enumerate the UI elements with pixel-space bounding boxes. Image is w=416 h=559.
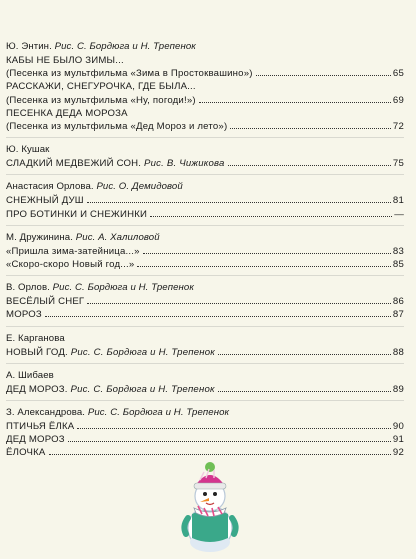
entry-title: ПРО БОТИНКИ И СНЕЖИНКИ [6,208,148,220]
dot-leader [143,253,391,254]
dot-leader [45,316,391,317]
dot-leader [199,102,391,103]
page-number: 69 [392,94,404,106]
toc-entry-row[interactable] [6,80,404,93]
entry-subtitle: «Скоро-скоро Новый год...» [6,259,135,271]
author-name: А. Шибаев [6,369,54,381]
toc-entry-row[interactable] [6,157,404,170]
toc-group [6,326,404,359]
dot-leader [228,165,391,166]
entry-title: ДЕД МОРОЗ. [6,383,68,395]
author-line [6,180,404,194]
toc-entry-row[interactable] [6,346,404,359]
page-number: 85 [392,259,404,271]
author-line [6,143,404,157]
author-line [6,231,404,245]
page-number: 72 [392,121,404,133]
toc-subtitle-row[interactable] [6,94,404,107]
illustrator-credit: Рис. О. Демидовой [96,181,183,193]
toc-entry-row[interactable] [6,194,404,207]
entry-title: РАССКАЖИ, СНЕГУРОЧКА, ГДЕ БЫЛА... [6,81,196,93]
page-number: 91 [392,434,404,446]
dot-leader [87,303,391,304]
entry-subtitle: (Песенка из мультфильма «Дед Мороз и лето») [6,121,228,133]
dot-leader [68,441,391,442]
table-of-contents [6,40,404,464]
toc-subtitle-row[interactable] [6,67,404,80]
entry-subtitle: (Песенка из мультфильма «Зима в Простоквашино») [6,68,253,80]
page-number: 87 [392,309,404,321]
entry-title: КАБЫ НЕ БЫЛО ЗИМЫ... [6,55,124,66]
page-number: 86 [392,296,404,308]
author-line [6,332,404,346]
dot-leader [77,428,391,429]
entry-title: МОРОЗ [6,309,42,321]
dot-leader [218,391,391,392]
illustrator-credit: Рис. А. Халиловой [75,231,160,243]
entry-title: ДЕД МОРОЗ [6,434,65,446]
page-number: 90 [392,421,404,433]
toc-entry-row[interactable] [6,383,404,396]
snowman-illustration [178,456,242,556]
entry-title: ПЕСЕНКА ДЕДА МОРОЗА [6,107,128,119]
dot-leader [87,202,391,203]
author-name: Е. Карганова [6,332,65,344]
page-number: 92 [392,447,404,459]
illustrator-credit: Рис. С. Бордюга и Н. Трепенок [87,407,230,419]
illustrator-credit: Рис. С. Бордюга и Н. Трепенок [54,41,196,52]
entry-title: СНЕЖНЫЙ ДУШ [6,195,84,207]
toc-entry-row[interactable] [6,107,404,120]
toc-group [6,137,404,170]
toc-entry-row[interactable] [6,295,404,308]
page-number: 75 [392,158,404,170]
author-name: З. Александрова. [6,407,86,419]
toc-entry-row[interactable] [6,433,404,446]
toc-entry-row[interactable] [6,420,404,433]
author-name: М. Дружинина. [6,231,73,243]
page-number: 65 [392,68,404,80]
page-number: 88 [392,346,404,358]
entry-subtitle: (Песенка из мультфильма «Ну, погоди!») [6,94,196,106]
dot-leader [256,75,391,76]
page-number: — [394,208,404,220]
author-name: Ю. Кушак [6,144,50,156]
page-number: 83 [392,245,404,257]
toc-group [6,275,404,321]
author-line [6,369,404,383]
page-number: 89 [392,383,404,395]
entry-illustrator: Рис. С. Бордюга и Н. Трепенок [70,383,215,395]
author-name: Анастасия Орлова. [6,181,94,193]
entry-title: ВЕСЁЛЫЙ СНЕГ [6,296,85,308]
entry-title: НОВЫЙ ГОД. [6,346,68,358]
page-number: 81 [392,195,404,207]
author-line [6,281,404,295]
toc-entry-row[interactable] [6,54,404,67]
author-name: В. Орлов. [6,282,50,294]
dot-leader [230,128,391,129]
entry-title: ЁЛОЧКА [6,447,46,459]
author-line [6,40,404,54]
author-line [6,406,404,420]
toc-group [6,225,404,271]
dot-leader [137,266,391,267]
toc-entry-row[interactable] [6,208,404,221]
toc-entry-row[interactable] [6,308,404,321]
illustrator-credit: Рис. С. Бордюга и Н. Трепенок [52,282,194,294]
toc-subtitle-row[interactable] [6,120,404,133]
author-name: Ю. Энтин. [6,41,52,52]
toc-group [6,174,404,220]
entry-title: ПТИЧЬЯ ЁЛКА [6,421,75,433]
toc-subtitle-row[interactable] [6,258,404,271]
toc-group [6,363,404,396]
toc-group [6,40,404,133]
entry-title: СЛАДКИЙ МЕДВЕЖИЙ СОН. [6,158,142,170]
toc-subtitle-row[interactable] [6,245,404,258]
toc-group [6,400,404,460]
dot-leader [218,354,391,355]
entry-illustrator: Рис. С. Бордюга и Н. Трепенок [70,346,216,358]
entry-illustrator: Рис. В. Чижикова [144,158,225,170]
dot-leader [150,216,392,217]
entry-subtitle: «Пришла зима-затейница...» [6,245,140,257]
